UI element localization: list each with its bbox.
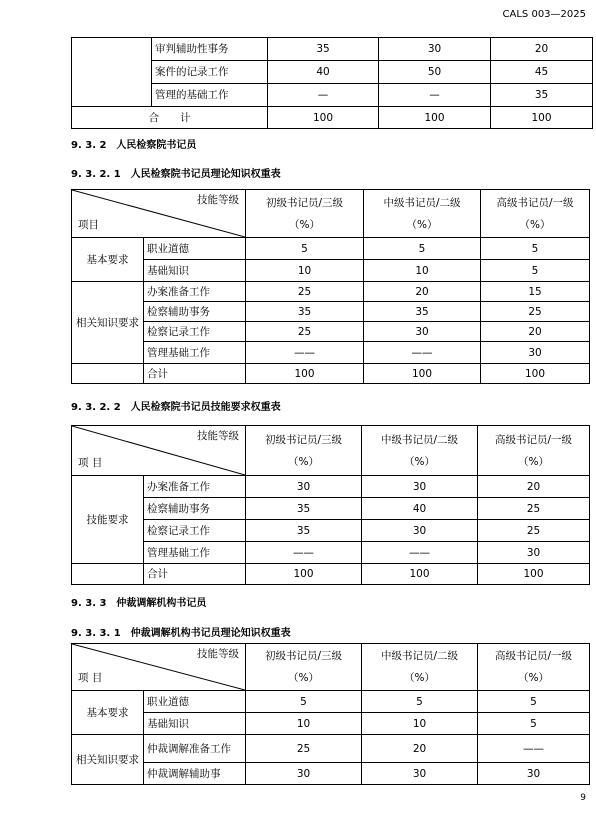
diagonal-header-cell: [72, 190, 246, 238]
cell-value: ——: [478, 735, 590, 763]
project-label: 项目: [78, 219, 99, 231]
cell-value: ——: [246, 342, 364, 364]
unit-label: （%）: [404, 455, 435, 468]
cell-value: 5: [362, 691, 478, 713]
group-label: 基本要求: [72, 238, 144, 282]
level-name: 初级书记员/三级: [265, 196, 344, 209]
cell-value: 25: [478, 520, 590, 542]
cell-value: 10: [246, 260, 364, 282]
cell-value: 30: [246, 476, 362, 498]
skill-level-label: 技能等级: [197, 194, 239, 206]
cell-value: 45: [491, 61, 593, 84]
section-heading: 9. 3. 3 仲裁调解机构书记员: [71, 598, 207, 609]
level-header: [246, 426, 362, 476]
cell-value: 5: [246, 691, 362, 713]
cell-value: 10: [364, 260, 481, 282]
cell-value: 5: [478, 691, 590, 713]
total-label: 合计: [144, 564, 246, 585]
unit-label: （%）: [518, 672, 549, 684]
group-label: 相关知识要求: [72, 282, 144, 364]
cell-value: 40: [268, 61, 379, 84]
blank-cell: [72, 564, 144, 585]
row-label: 基础知识: [144, 260, 246, 282]
subsection-heading: 9. 3. 3. 1 仲裁调解机构书记员理论知识权重表: [71, 628, 291, 639]
row-label: 管理基础工作: [144, 342, 246, 364]
cell-value: 25: [481, 302, 590, 322]
row-label: 审判辅助性事务: [152, 38, 268, 61]
row-label: 案件的记录工作: [152, 61, 268, 84]
level-name: 中级书记员/二级: [383, 196, 461, 209]
cell-value: 5: [481, 260, 590, 282]
row-label: 检察辅助事务: [144, 498, 246, 520]
cell-value: ——: [362, 542, 478, 564]
cell-value: 5: [364, 238, 481, 260]
cell-value: 15: [481, 282, 590, 302]
cell-value: ——: [364, 342, 481, 364]
cell-value: 30: [379, 38, 491, 61]
total-value: 100: [246, 564, 362, 585]
level-name: 中级书记员/二级: [380, 650, 459, 662]
row-label: 检察辅助事务: [144, 302, 246, 322]
total-label: 合计: [144, 364, 246, 384]
cell-value: 5: [246, 238, 364, 260]
row-label: 仲裁调解辅助事: [144, 763, 246, 785]
level-header: [246, 644, 362, 691]
group-label: 基本要求: [72, 691, 144, 735]
row-label: 检察记录工作: [144, 520, 246, 542]
level-header: [362, 644, 478, 691]
cell-value: 35: [491, 84, 593, 107]
cell-value: ——: [246, 542, 362, 564]
skill-level-label: 技能等级: [197, 648, 239, 660]
diagonal-header-cell: [72, 644, 246, 691]
document-header: CALS 003—2025: [502, 9, 586, 20]
cell-value: 10: [362, 713, 478, 735]
total-value: 100: [491, 107, 593, 129]
subsection-heading: 9. 3. 2. 2 人民检察院书记员技能要求权重表: [71, 402, 281, 413]
cell-value: 10: [246, 713, 362, 735]
cell-value: 25: [478, 498, 590, 520]
row-label: 职业道德: [144, 238, 246, 260]
page-number: 9: [580, 793, 586, 803]
unit-label: （%）: [288, 455, 319, 468]
cell-value: 35: [246, 520, 362, 542]
level-header: [362, 426, 478, 476]
cell-value: 5: [478, 713, 590, 735]
cell-value: 30: [481, 342, 590, 364]
cell-value: 35: [246, 498, 362, 520]
level-header: [481, 190, 590, 238]
total-value: 100: [481, 364, 590, 384]
level-header: [478, 426, 590, 476]
total-value: 100: [362, 564, 478, 585]
cell-value: 35: [246, 302, 364, 322]
cell-value: 50: [379, 61, 491, 84]
top-weight-table: [71, 37, 593, 129]
cell-value: 30: [362, 520, 478, 542]
total-value: 100: [268, 107, 379, 129]
cell-value: 35: [268, 38, 379, 61]
cell-value: 30: [362, 476, 478, 498]
cell-value: 20: [362, 735, 478, 763]
cell-value: 30: [246, 763, 362, 785]
blank-cell: [72, 38, 152, 107]
unit-label: （%）: [406, 218, 438, 231]
cell-value: 20: [491, 38, 593, 61]
row-label: 仲裁调解准备工作: [144, 735, 246, 763]
unit-label: （%）: [404, 672, 435, 684]
project-label: 项 目: [78, 672, 103, 684]
unit-label: （%）: [519, 218, 551, 231]
unit-label: （%）: [288, 672, 319, 684]
subsection-heading: 9. 3. 2. 1 人民检察院书记员理论知识权重表: [71, 169, 281, 180]
procuratorate-theory-table: [71, 189, 590, 384]
row-label: 办案准备工作: [144, 282, 246, 302]
level-name: 高级书记员/一级: [494, 433, 573, 446]
row-label: 管理基础工作: [144, 542, 246, 564]
row-label: 管理的基础工作: [152, 84, 268, 107]
cell-value: 20: [481, 322, 590, 342]
project-label: 项 目: [78, 457, 103, 469]
total-value: 100: [246, 364, 364, 384]
row-label: 办案准备工作: [144, 476, 246, 498]
cell-value: 30: [478, 763, 590, 785]
level-header: [478, 644, 590, 691]
row-label: 检察记录工作: [144, 322, 246, 342]
level-name: 初级书记员/三级: [264, 433, 343, 446]
level-name: 中级书记员/二级: [380, 433, 459, 446]
total-value: 100: [364, 364, 481, 384]
level-header: [364, 190, 481, 238]
section-heading: 9. 3. 2 人民检察院书记员: [71, 140, 197, 151]
diagonal-header-cell: [72, 426, 246, 476]
level-name: 高级书记员/一级: [496, 196, 574, 209]
group-label: 相关知识要求: [72, 735, 144, 785]
blank-cell: [72, 364, 144, 384]
arbitration-theory-table: [71, 643, 590, 785]
cell-value: 25: [246, 735, 362, 763]
cell-value: 5: [481, 238, 590, 260]
skill-level-label: 技能等级: [197, 430, 239, 442]
cell-value: —: [268, 84, 379, 107]
cell-value: 20: [478, 476, 590, 498]
level-header: [246, 190, 364, 238]
procuratorate-skill-table: [71, 425, 590, 585]
cell-value: 30: [362, 763, 478, 785]
row-label: 职业道德: [144, 691, 246, 713]
total-label: 合 计: [72, 107, 268, 129]
cell-value: 25: [246, 282, 364, 302]
group-label: 技能要求: [72, 476, 144, 564]
cell-value: —: [379, 84, 491, 107]
total-value: 100: [379, 107, 491, 129]
cell-value: 40: [362, 498, 478, 520]
total-value: 100: [478, 564, 590, 585]
level-name: 初级书记员/三级: [264, 650, 343, 662]
cell-value: 25: [246, 322, 364, 342]
unit-label: （%）: [518, 455, 549, 468]
cell-value: 35: [364, 302, 481, 322]
unit-label: （%）: [289, 218, 320, 231]
row-label: 基础知识: [144, 713, 246, 735]
level-name: 高级书记员/一级: [494, 650, 573, 662]
cell-value: 30: [478, 542, 590, 564]
cell-value: 20: [364, 282, 481, 302]
cell-value: 30: [364, 322, 481, 342]
